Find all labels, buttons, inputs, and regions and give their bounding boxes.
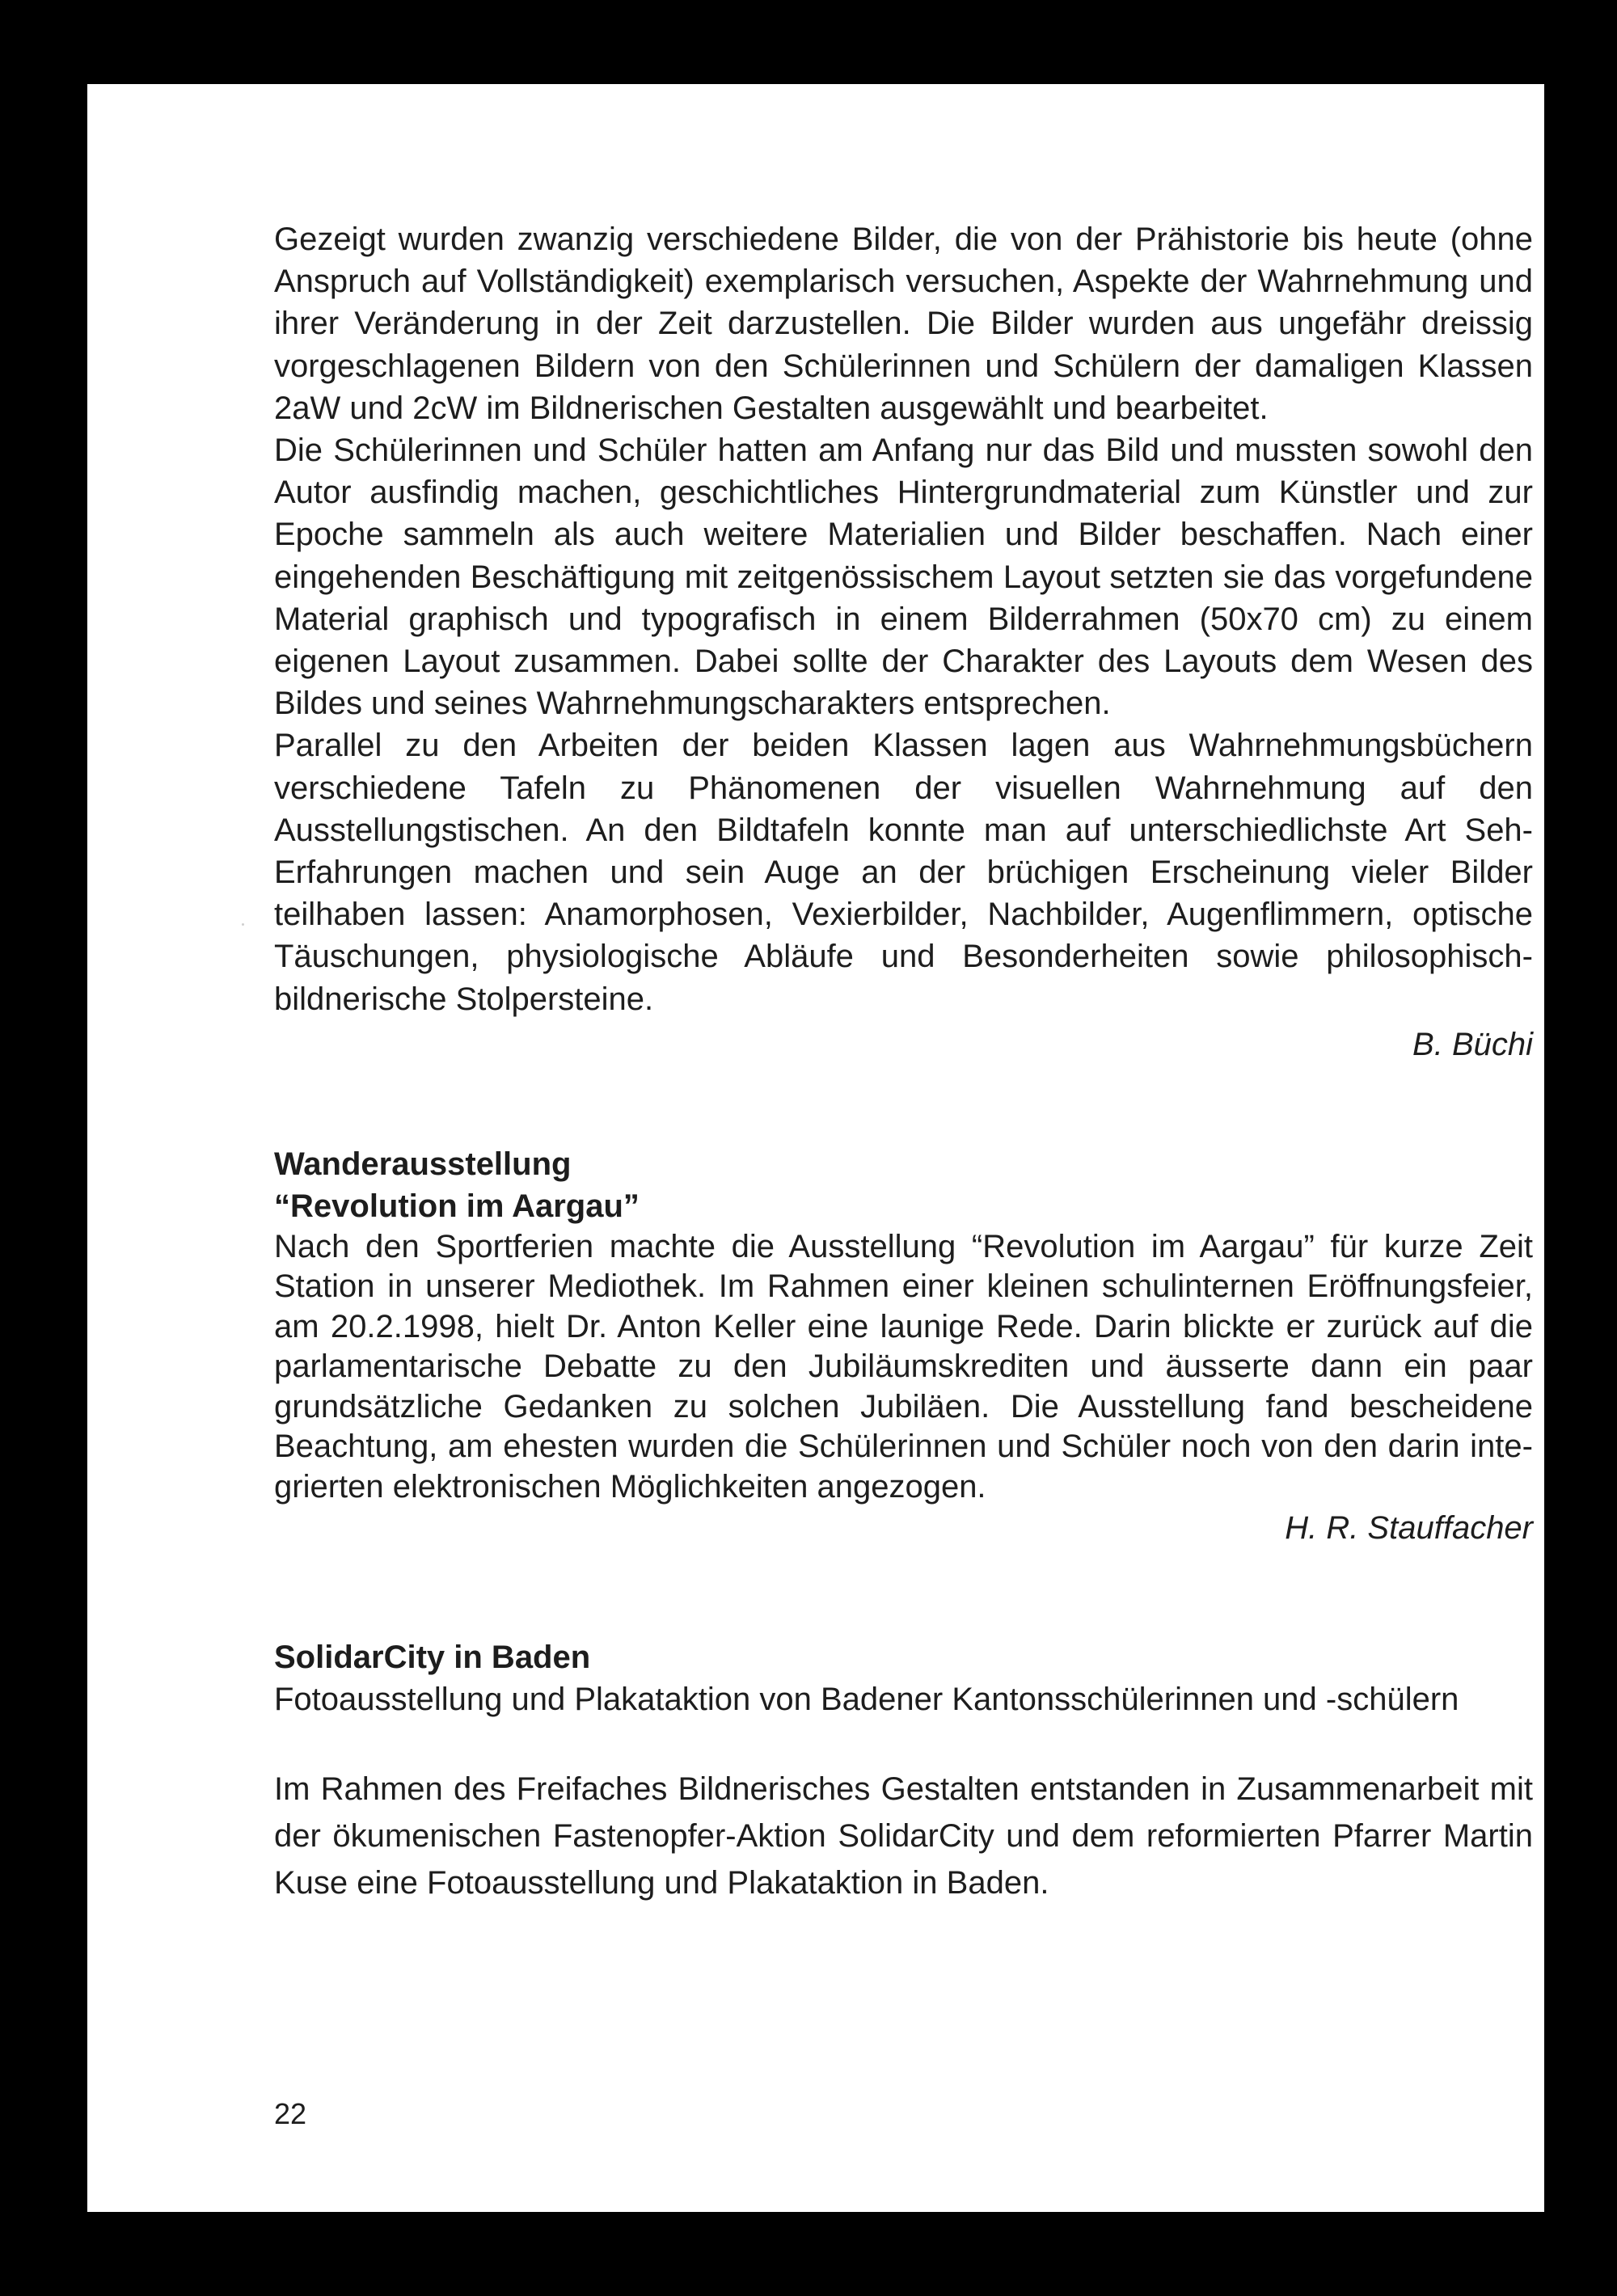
paragraph: Im Rahmen des Freifaches Bildnerisches Gestalten entstanden in Zusammenarbeit mit der ökumenischen Fastenopfer-Aktion SolidarCity und dem reformierten Pfarrer Martin Kuse eine Fotoausstellung und Plakataktion in Baden.	[274, 1771, 1533, 1901]
paragraph: Gezeigt wurden zwanzig verschiedene Bilder, die von der Prähistorie bis heute (ohne Anspruch auf Vollständigkeit) exemplarisch versuchen, Aspekte der Wahrnehmung und ihrer Veränderung in der Zeit darzustellen. Die Bilder wurden aus ungefähr dreissig vorgeschlagenen Bildern von den Schülerinnen und Schülern der damaligen Klassen 2aW und 2cW im Bildnerischen Gestalten ausgewählt und bearbeitet.	[274, 222, 1533, 426]
page-number: 22	[274, 2097, 307, 2130]
author-signature: H. R. Stauffacher	[1285, 1510, 1533, 1547]
author-signature: B. Büchi	[1412, 1026, 1533, 1062]
section-heading: Wanderausstellung	[274, 1146, 572, 1182]
section-wanderausstellung	[274, 1143, 1533, 1550]
section-exhibition-perception	[274, 218, 1533, 1066]
document-page	[87, 84, 1544, 2212]
scan-speck	[242, 923, 244, 926]
page-content	[274, 218, 1533, 1906]
section-solidarcity	[274, 1636, 1533, 1906]
paragraph: Die Schülerinnen und Schüler hatten am Anfang nur das Bild und mussten sowohl den Autor ausfindig machen, geschichtliches Hintergrundmaterial zum Künstler und zur Epoche sammeln als auch weitere Materialien und Bilder beschaffen. Nach einer eingehenden Beschäftigung mit zeitgenössischem Layout setzten sie das vorgefundene Material graphisch und typografisch in einem Bilderrahmen (50x70 cm) zu einem eigenen Layout zusammen. Dabei sollte der Charakter des Layouts dem Wesen des Bildes und seines Wahrnehmungscharakters entsprechen.	[274, 433, 1533, 722]
section-subtitle: Fotoausstellung und Plakataktion von Badener Kantonsschülerinnen und -schülern	[274, 1682, 1459, 1718]
paragraph: Nach den Sportferien machte die Ausstellung “Revolution im Aargau” für kurze Zeit Station in unserer Mediothek. Im Rahmen einer kleinen schulinternen Eröffnungsfeier, am 20.2.1998, hielt Dr. Anton Keller eine launige Rede. Darin blickte er zurück auf die parlamentarische Debatte zu den Jubiläumskrediten und äusserte dann ein paar grundsätzliche Gedanken zu solchen Jubiläen. Die Ausstellung fand bescheidene Beachtung, am ehesten wurden die Schülerinnen und Schüler noch von den darin integrierten elektronischen Möglichkeiten angezogen.	[274, 1228, 1533, 1505]
paragraph: Parallel zu den Arbeiten der beiden Klassen lagen aus Wahrnehmungsbüchern verschiedene Tafeln zu Phänomenen der visuellen Wahrnehmung auf den Ausstellungstischen. An den Bildtafeln konnte man auf unterschiedlichste Art Seh-Erfahrungen machen und sein Auge an der brüchigen Erscheinung vieler Bilder teilhaben lassen: Anamorphosen, Vexierbilder, Nachbilder, Augenflimmern, optische Täuschungen, physiologische Abläufe und Besonderheiten sowie philosophisch-bildnerische Stolpersteine.	[274, 728, 1533, 1017]
section-heading-subline: “Revolution im Aargau”	[274, 1188, 640, 1224]
section-heading: SolidarCity in Baden	[274, 1640, 591, 1676]
